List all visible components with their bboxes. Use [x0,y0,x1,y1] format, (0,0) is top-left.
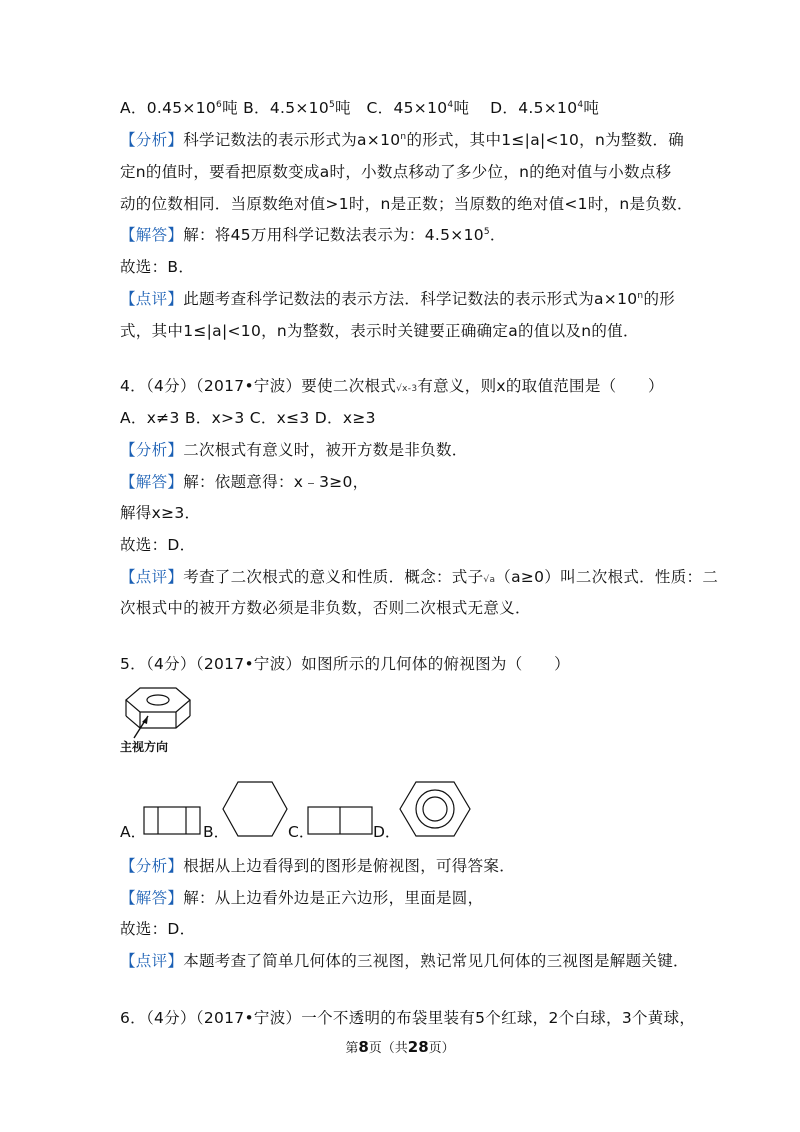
q4-stem: 4．（4分）（2017•宁波）要使二次根式√x-3有意义，则x的取值范围是（ ） [120,377,664,395]
q4-comment-line2: 次根式中的被开方数必须是非负数，否则二次根式无意义． [120,599,531,617]
q4-solve-result: 解得x≥3． [120,504,201,522]
q4-options: A．x≠3 B．x>3 C．x≤3 D．x≥3 [120,409,376,427]
q4-comment-line1: 【点评】考查了二次根式的意义和性质．概念：式子√a（a≥0）叫二次根式．性质：二 [120,568,719,586]
option-c-two-rectangles [307,806,373,836]
q3-analysis-line3: 动的位数相同．当原数绝对值>1时，n是正数；当原数的绝对值<1时，n是负数． [120,195,693,213]
q5-answer: 故选：D． [120,920,196,938]
q3-analysis-line1: 【分析】科学记数法的表示形式为$a\times 10^n$的形式，其中1≤|a|<10，n为整数．确 [120,131,685,149]
q5-solution: 【解答】解：从上边看外边是正六边形，里面是圆， [120,889,484,907]
q5-option-b-label: B． [203,823,230,841]
page-footer: 第8页（共28页） [345,1038,455,1056]
sqrt-symbol-icon: √a [483,575,496,585]
q6-stem: 6．（4分）（2017•宁波）一个不透明的布袋里装有5个红球，2个白球，3个黄球， [120,1009,696,1027]
q5-option-c-label: C． [288,823,315,841]
q3-analysis-line2: 定n的值时，要看把原数变成a时，小数点移动了多少位，n的绝对值与小数点移 [120,163,672,181]
solution-tag: 【解答】 [120,226,184,244]
comment-tag: 【点评】 [120,290,184,308]
q5-option-a-label: A． [120,823,147,841]
q3-comment-line1: 【点评】此题考查科学记数法的表示方法．科学记数法的表示形式为$a\times 10^n$的形 [120,290,676,308]
q5-analysis: 【分析】根据从上边看得到的图形是俯视图，可得答案． [120,857,516,875]
q5-stem: 5．（4分）（2017•宁波）如图所示的几何体的俯视图为（ ） [120,655,570,673]
analysis-tag: 【分析】 [120,131,184,149]
q4-analysis: 【分析】二次根式有意义时，被开方数是非负数． [120,441,468,459]
q3-solution: 【解答】解：将45万用科学记数法表示为：$4.5\times 10^5$． [120,226,506,244]
q3-answer: 故选：B． [120,258,195,276]
q3-options: A．$0.45\times 10^6$吨 B．$4.5\times 10^5$吨 C．$45\times 10^4$吨 D．$4.5\times 10^4$吨 [120,99,600,117]
option-a-three-rectangles [143,806,201,836]
front-view-label: 主视方向 [120,740,169,754]
q4-solution: 【解答】解：依题意得：x﹣3≥0， [120,473,369,491]
q4-answer: 故选：D． [120,536,196,554]
option-b-hexagon [220,779,290,839]
q5-comment: 【点评】本题考查了简单几何体的三视图，熟记常见几何体的三视图是解题关键． [120,952,689,970]
option-d-hexagon-with-circle [397,779,473,839]
q3-comment-line2: 式，其中1≤|a|<10，n为整数，表示时关键要正确确定a的值以及n的值． [120,322,639,340]
q5-option-d-label: D． [373,823,401,841]
sqrt-symbol-icon: √x-3 [396,384,418,394]
